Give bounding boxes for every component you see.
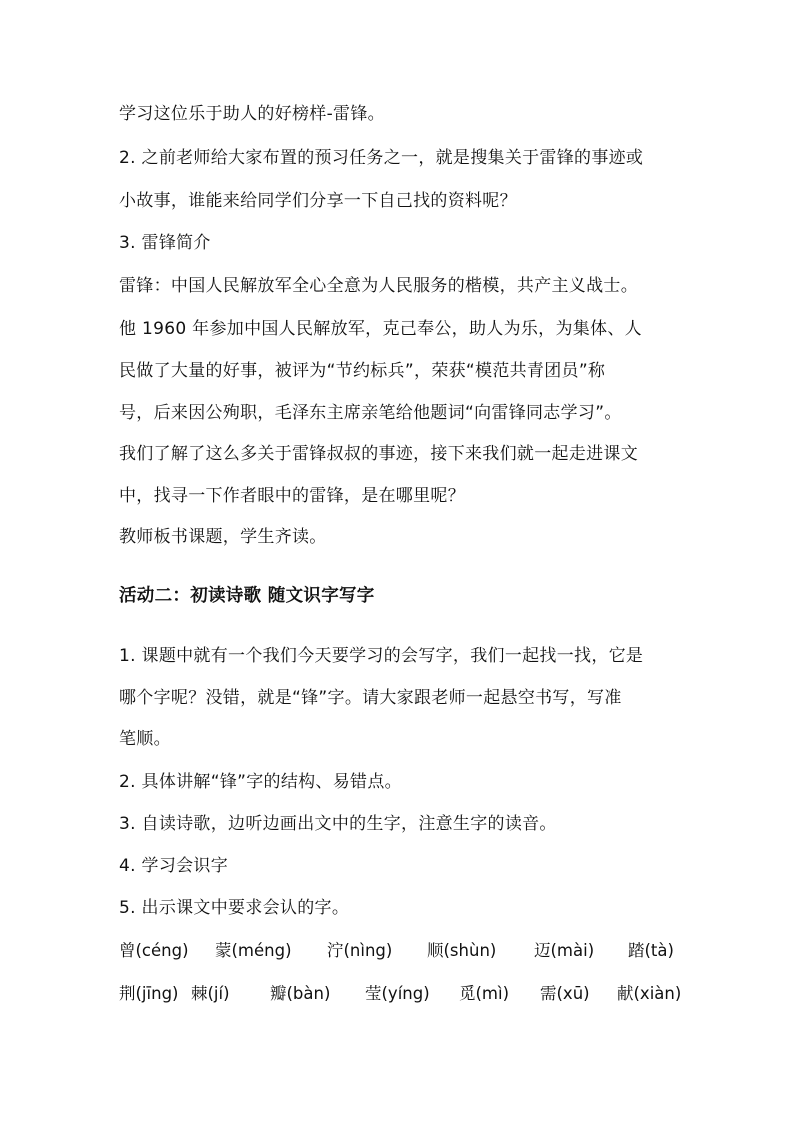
recognition-chars-row-1 (119, 937, 679, 961)
activity-item-3: 3. 自读诗歌，边听边画出文中的生字，注意生字的读音。 (119, 814, 557, 834)
bio-line-2: 他 1960 年参加中国人民解放军，克己奉公，助人为乐，为集体、人 (119, 319, 642, 339)
transition-line-2: 中，找寻一下作者眼中的雷锋，是在哪里呢？ (119, 486, 465, 506)
bio-line-1: 雷锋：中国人民解放军全心全意为人民服务的楷模，共产主义战士。 (119, 276, 638, 296)
item-2-line-1: 2. 之前老师给大家布置的预习任务之一，就是搜集关于雷锋的事迹或 (119, 148, 644, 168)
char-ban: 瓣(bàn) (270, 984, 331, 1003)
activity-item-1-line-2: 哪个字呢？没错，就是“锋”字。请大家跟老师一起悬空书写，写准 (119, 688, 622, 708)
char-jing: 荆(jīng) (119, 984, 179, 1003)
char-ta: 踏(tà) (628, 941, 674, 960)
item-3-title: 3. 雷锋简介 (119, 233, 211, 253)
char-shun: 顺(shùn) (427, 941, 497, 960)
activity-2-heading: 活动二：初读诗歌 随文识字写字 (119, 586, 375, 606)
char-ning: 泞(nìng) (327, 941, 393, 960)
bio-line-3: 民做了大量的好事，被评为“节约标兵”，荣获“模范共青团员”称 (119, 361, 606, 381)
char-mi: 觅(mì) (459, 984, 510, 1003)
char-ji: 棘(jí) (191, 984, 230, 1003)
char-xian: 献(xiàn) (617, 984, 682, 1003)
char-ceng: 曾(céng) (119, 941, 189, 960)
char-ying: 莹(yíng) (365, 984, 430, 1003)
char-meng: 蒙(méng) (215, 941, 292, 960)
activity-item-5: 5. 出示课文中要求会认的字。 (119, 898, 350, 918)
bio-line-4: 号，后来因公殉职，毛泽东主席亲笔给他题词“向雷锋同志学习”。 (119, 403, 622, 423)
activity-item-4: 4. 学习会识字 (119, 856, 229, 876)
activity-item-1-line-3: 笔顺。 (119, 729, 171, 749)
char-xu: 需(xū) (540, 984, 590, 1003)
item-2-line-2: 小故事，谁能来给同学们分享一下自己找的资料呢？ (119, 191, 517, 211)
activity-item-2: 2. 具体讲解“锋”字的结构、易错点。 (119, 772, 402, 792)
activity-item-1-line-1: 1. 课题中就有一个我们今天要学习的会写字，我们一起找一找，它是 (119, 646, 644, 666)
char-mai: 迈(mài) (534, 941, 595, 960)
intro-text: 学习这位乐于助人的好榜样-雷锋。 (119, 104, 385, 124)
teacher-instruction: 教师板书课题，学生齐读。 (119, 527, 327, 547)
recognition-chars-row-2 (119, 980, 682, 1004)
transition-line-1: 我们了解了这么多关于雷锋叔叔的事迹，接下来我们就一起走进课文 (119, 444, 638, 464)
